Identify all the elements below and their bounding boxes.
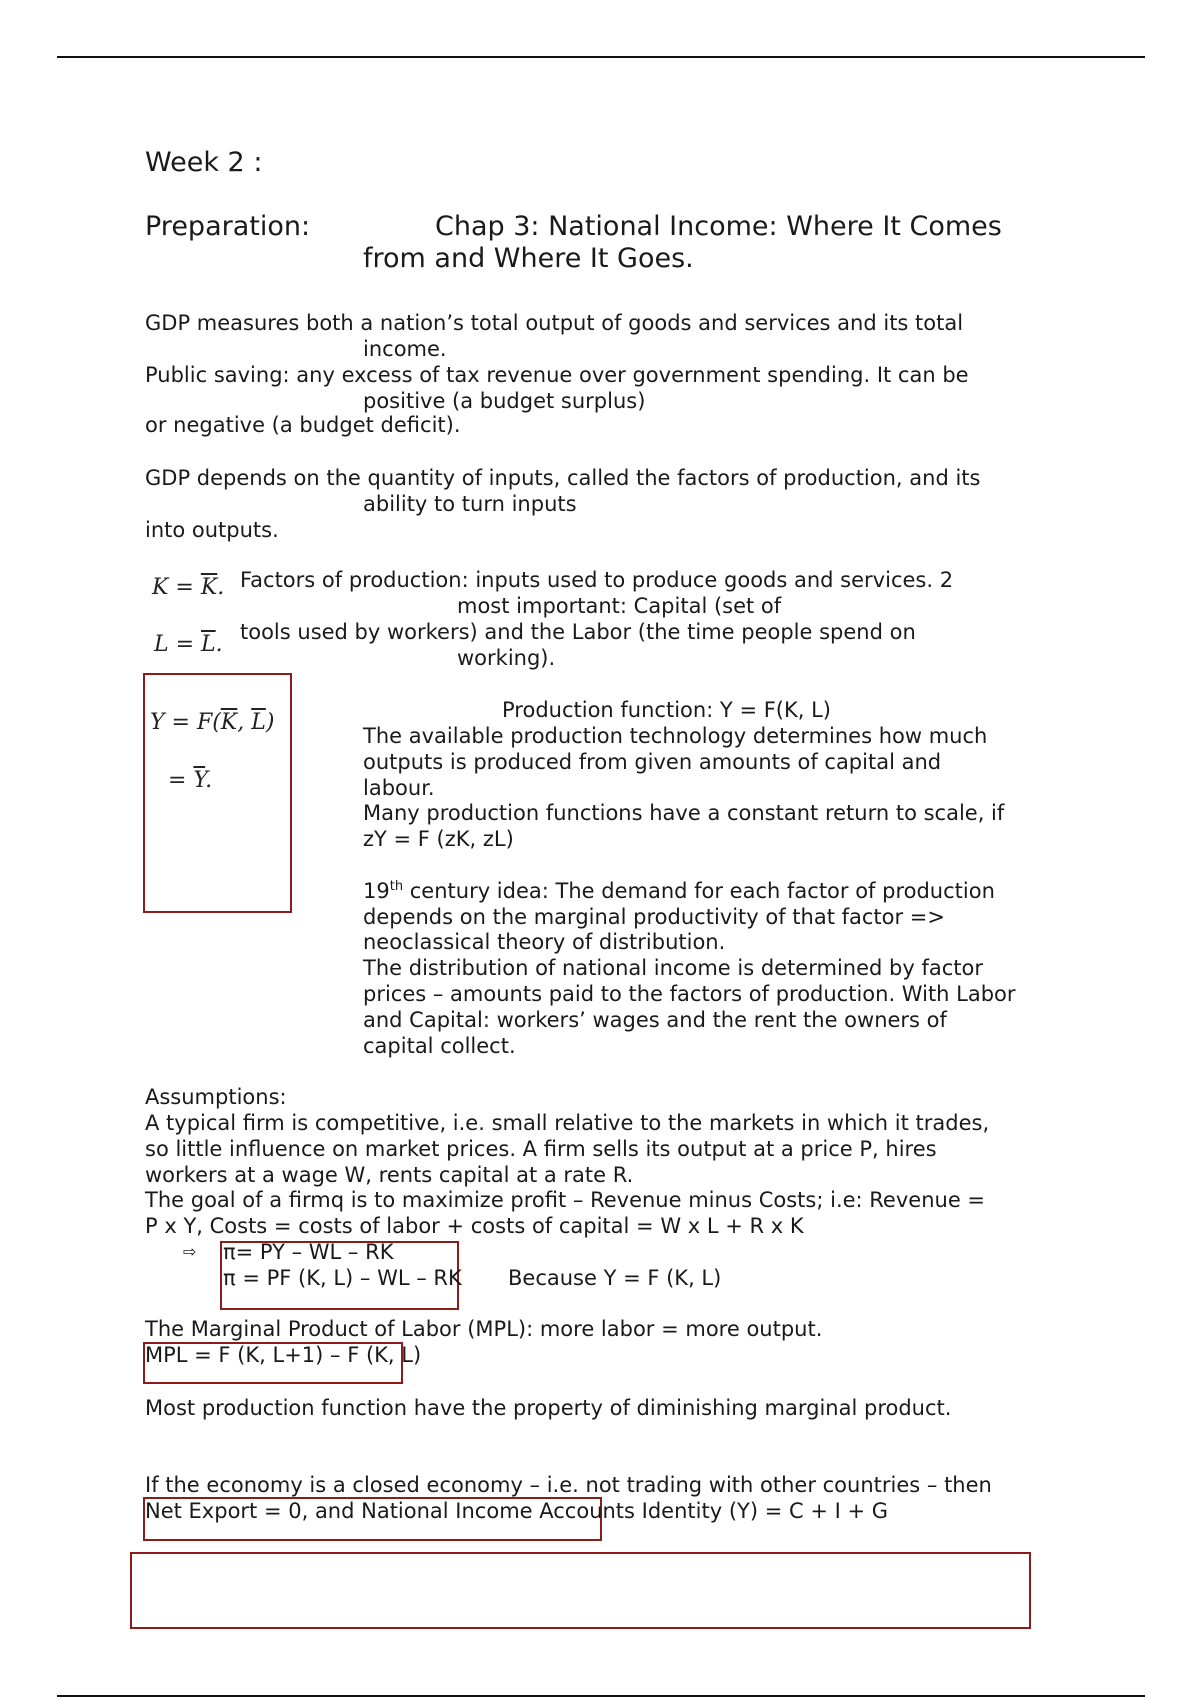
factors-line3: tools used by workers) and the Labor (the time people spend on <box>240 620 916 644</box>
mpl-formula: MPL = F (K, L+1) – F (K, L) <box>145 1343 422 1367</box>
mpl-title: The Marginal Product of Labor (MPL): more labor = more output. <box>145 1317 823 1341</box>
factors-line2: most important: Capital (set of <box>457 594 782 618</box>
century-suffix: th <box>389 879 404 894</box>
week-title: Week 2 : <box>145 147 263 178</box>
output-formula: = $\overline{Y}$. <box>168 768 213 793</box>
production-function-title: Production function: Y = F(K, L) <box>502 698 831 722</box>
gdp-inputs-end: into outputs. <box>145 518 279 542</box>
profit-formula-expanded: π = PF (K, L) – WL – RK <box>223 1266 462 1290</box>
gdp-definition: GDP measures both a nation’s total output of goods and services and its total <box>145 311 964 335</box>
production-formula: $Y = F(\overline{K}$, $\overline{L}$) <box>150 710 275 735</box>
distribution-text: capital collect. <box>363 1034 516 1058</box>
production-formula-box <box>143 673 292 913</box>
century-idea-end: neoclassical theory of distribution. <box>363 930 726 954</box>
public-saving: Public saving: any excess of tax revenue over government spending. It can be <box>145 363 969 387</box>
assumption-text: so little influence on market prices. A firm sells its output at a price P, hires <box>145 1137 937 1161</box>
labor-equation: $L = \overline{L}$. <box>154 632 223 657</box>
arrow-icon: ⇨ <box>183 1242 197 1261</box>
assumption-text: A typical firm is competitive, i.e. small relative to the markets in which it trades, <box>145 1111 990 1135</box>
diminishing-product: Most production function have the property of diminishing marginal product. <box>145 1396 952 1420</box>
public-saving-end: or negative (a budget deficit). <box>145 413 461 437</box>
empty-answer-box <box>130 1552 1031 1629</box>
returns-to-scale: Many production functions have a constant return to scale, if <box>363 801 1005 825</box>
factors-line4: working). <box>457 646 556 670</box>
century-idea <box>363 878 995 904</box>
closed-economy: If the economy is a closed economy – i.e. not trading with other countries – then <box>145 1473 992 1497</box>
factors-line1: Factors of production: inputs used to produce goods and services. 2 <box>240 568 954 592</box>
production-text: The available production technology determines how much <box>363 724 988 748</box>
distribution-text: and Capital: workers’ wages and the rent the owners of <box>363 1008 947 1032</box>
public-saving-cont: positive (a budget surplus) <box>363 389 646 413</box>
gdp-definition-cont: income. <box>363 337 447 361</box>
profit-goal-cont: P x Y, Costs = costs of labor + costs of capital = W x L + R x K <box>145 1214 804 1238</box>
gdp-inputs: GDP depends on the quantity of inputs, called the factors of production, and its <box>145 466 981 490</box>
chapter-title-line2: from and Where It Goes. <box>363 243 694 274</box>
gdp-inputs-cont: ability to turn inputs <box>363 492 577 516</box>
preparation-label: Preparation: <box>145 211 311 242</box>
identity-equation: Net Export = 0, and National Income Accounts Identity (Y) = C + I + G <box>145 1499 888 1523</box>
century-number: 19 <box>363 879 390 903</box>
century-idea-cont: depends on the marginal productivity of that factor => <box>363 905 946 929</box>
chapter-title-line1: Chap 3: National Income: Where It Comes <box>435 211 1002 242</box>
because-note: Because Y = F (K, L) <box>508 1266 722 1290</box>
returns-to-scale-formula: zY = F (zK, zL) <box>363 827 514 851</box>
assumption-text: workers at a wage W, rents capital at a rate R. <box>145 1163 634 1187</box>
distribution-text: The distribution of national income is determined by factor <box>363 956 983 980</box>
capital-equation: $K = \overline{K}$. <box>152 575 225 600</box>
top-rule <box>57 56 1145 58</box>
assumptions-title: Assumptions: <box>145 1085 287 1109</box>
profit-formula: π= PY – WL – RK <box>223 1240 394 1264</box>
century-text: century idea: The demand for each factor of production <box>403 879 995 903</box>
production-text: labour. <box>363 776 435 800</box>
distribution-text: prices – amounts paid to the factors of production. With Labor <box>363 982 1016 1006</box>
bottom-rule <box>57 1695 1145 1697</box>
profit-goal: The goal of a firmq is to maximize profit – Revenue minus Costs; i.e: Revenue = <box>145 1188 986 1212</box>
production-text: outputs is produced from given amounts of capital and <box>363 750 942 774</box>
